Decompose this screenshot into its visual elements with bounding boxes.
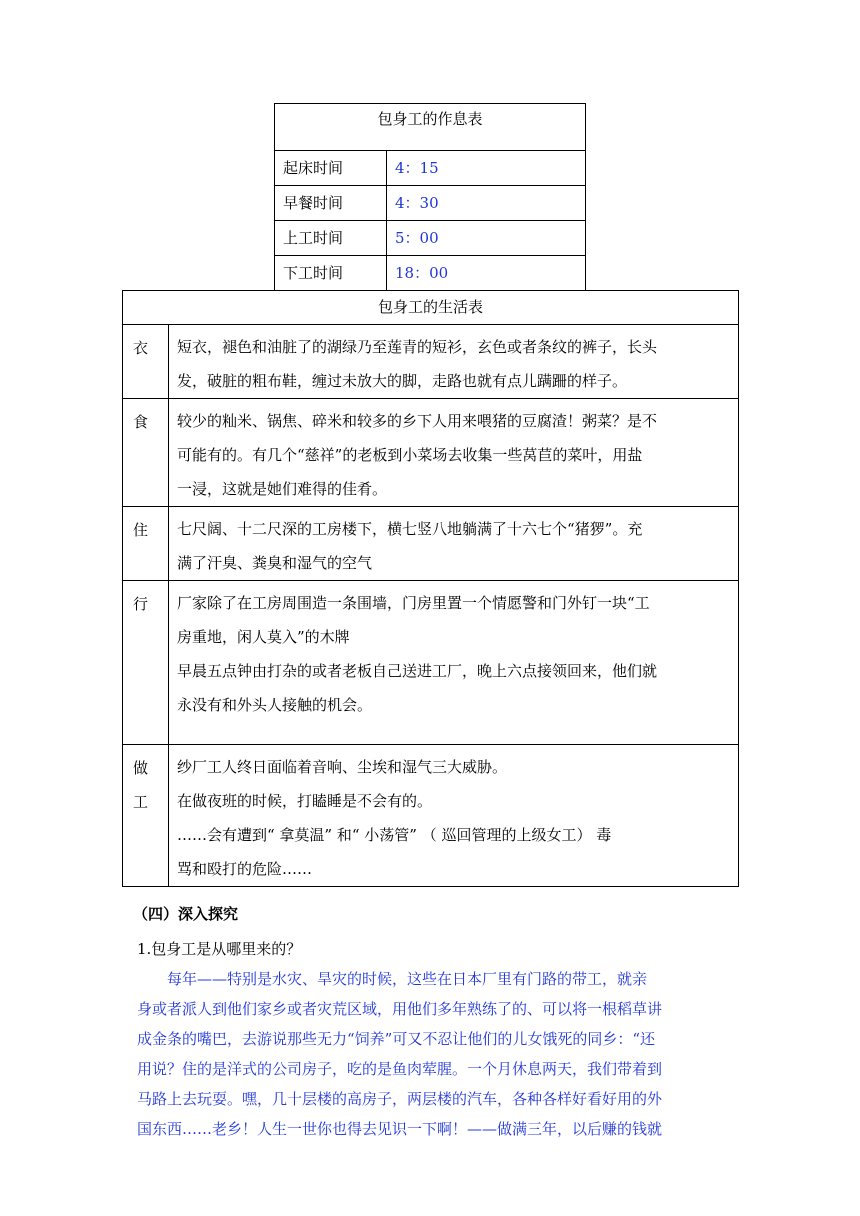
schedule-table-title: 包身工的作息表 [275,104,586,151]
category-line: 工 [133,793,149,811]
section-heading: （四）深入探究 [133,905,239,923]
schedule-time: 5：00 [387,221,586,256]
question-text: 1.包身工是从哪里来的？ [137,940,302,958]
schedule-time: 4：30 [387,186,586,221]
passage-line: 身或者派人到他们家乡或者灾荒区域，用他们多年熟练了的、可以将一根稻草讲 [137,1000,663,1018]
content-cell [169,399,739,507]
category-cell: 行 [123,581,169,745]
content-line: 发，破脏的粗布鞋，缠过未放大的脚，走路也就有点儿蹒跚的样子。 [177,372,628,390]
life-table [122,290,739,887]
category-cell: 食 [123,399,169,507]
life-table-title: 包身工的生活表 [123,291,739,325]
table-row [275,221,586,256]
schedule-label: 下工时间 [275,256,387,291]
content-cell [169,745,739,887]
table-row [275,151,586,186]
content-line: 七尺阔、十二尺深的工房楼下，横七竖八地躺满了十六七个“猪猡”。充 [177,520,643,538]
content-line: ……会有遭到“ 拿莫温” 和“ 小荡管” （ 巡回管理的上级女工） 毒 [177,826,612,844]
table-row [123,507,739,581]
table-row [123,745,739,887]
content-line: 永没有和外头人接触的机会。 [177,696,373,714]
table-row [123,399,739,507]
content-line: 房重地，闲人莫入”的木牌 [177,628,350,646]
content-cell [169,507,739,581]
passage-line: 马路上去玩耍。嘿，几十层楼的高房子，两层楼的汽车，各种各样好看好用的外 [137,1090,663,1108]
schedule-label: 上工时间 [275,221,387,256]
content-cell [169,581,739,745]
table-row [275,256,586,291]
schedule-time: 4：15 [387,151,586,186]
content-line: 厂家除了在工房周围造一条围墙，门房里置一个情愿警和门外钉一块“工 [177,594,650,612]
content-line: 在做夜班的时候，打瞌睡是不会有的。 [177,792,433,810]
table-row [123,325,739,399]
schedule-label: 早餐时间 [275,186,387,221]
category-cell [123,745,169,887]
content-line: 可能有的。有几个“慈祥”的老板到小菜场去收集一些莴苣的菜叶，用盐 [177,446,643,464]
table-row [275,186,586,221]
passage-line: 每年——特别是水灾、旱灾的时候，这些在日本厂里有门路的带工，就亲 [137,970,648,988]
category-cell: 衣 [123,325,169,399]
content-line: 较少的籼米、锅焦、碎米和较多的乡下人用来喂猪的豆腐渣！粥菜？是不 [177,412,658,430]
content-line: 短衣，褪色和油脏了的湖绿乃至莲青的短衫，玄色或者条纹的裤子，长头 [177,338,658,356]
schedule-table [274,103,586,291]
passage [137,964,735,1144]
content-line: 一浸，这就是她们难得的佳肴。 [177,480,388,498]
content-cell [169,325,739,399]
schedule-label: 起床时间 [275,151,387,186]
passage-line: 国东西……老乡！人生一世你也得去见识一下啊！——做满三年，以后赚的钱就 [137,1120,663,1138]
content-line: 满了汗臭、粪臭和湿气的空气 [177,554,373,572]
category-line: 做 [133,759,149,777]
table-row [123,581,739,745]
passage-line: 成金条的嘴巴，去游说那些无力“饲养”可又不忍让他们的儿女饿死的同乡：“还 [137,1030,656,1048]
content-line: 骂和殴打的危险…… [177,860,313,878]
content-line: 早晨五点钟由打杂的或者老板自己送进工厂，晚上六点接领回来，他们就 [177,662,658,680]
category-cell: 住 [123,507,169,581]
schedule-time: 18：00 [387,256,586,291]
content-line: 纱厂工人终日面临着音响、尘埃和湿气三大威胁。 [177,758,508,776]
passage-line: 用说？住的是洋式的公司房子，吃的是鱼肉荤腥。一个月休息两天，我们带着到 [137,1060,663,1078]
